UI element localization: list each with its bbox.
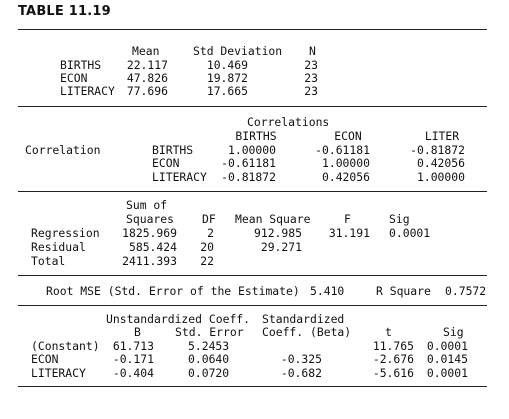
rsquare-label: R Square: [376, 284, 431, 298]
section-rule: [18, 305, 487, 306]
coef-row-label: ECON: [31, 352, 59, 366]
anova-ss: 2411.393: [122, 254, 177, 268]
anova-ss: 1825.969: [122, 226, 177, 240]
correlations-col-header: LITER: [424, 129, 460, 143]
anova-row-label: Regression: [31, 226, 100, 240]
coef-beta: -0.682: [280, 366, 322, 380]
correlations-value: -0.61181: [221, 156, 276, 170]
coef-sig: 0.0001: [426, 339, 468, 353]
descriptives-std: 10.469: [206, 58, 248, 72]
descriptives-row-label: BIRTHS: [60, 58, 102, 72]
descriptives-mean: 22.117: [126, 58, 168, 72]
descriptives-std: 17.665: [206, 84, 248, 98]
anova-header-sig: Sig: [389, 212, 410, 226]
anova-ms: 912.985: [253, 226, 302, 240]
correlations-col-header: BIRTHS: [235, 129, 277, 143]
correlations-row-label: ECON: [152, 156, 180, 170]
coef-se: 0.0720: [188, 366, 230, 380]
correlations-value: 1.00000: [321, 156, 370, 170]
descriptives-n: 23: [304, 71, 318, 85]
section-rule: [18, 275, 487, 276]
coef-header-se: Std. Error: [175, 325, 244, 339]
coef-row-label: (Constant): [31, 339, 100, 353]
coef-header-t: t: [385, 325, 392, 339]
coef-t: -2.676: [372, 352, 414, 366]
descriptives-row-label: LITERACY: [60, 84, 115, 98]
descriptives-row-label: ECON: [60, 71, 88, 85]
anova-f: 31.191: [328, 226, 370, 240]
anova-header-ss-line2: Squares: [126, 212, 175, 226]
correlations-value: 0.42056: [416, 156, 465, 170]
descriptives-mean: 77.696: [126, 84, 168, 98]
descriptives-std: 19.872: [206, 71, 248, 85]
coef-row-label: LITERACY: [31, 366, 86, 380]
descriptives-n: 23: [304, 84, 318, 98]
correlations-value: -0.81872: [410, 143, 465, 157]
coef-header-unstd: Unstandardized Coeff.: [106, 312, 251, 326]
anova-df: 22: [200, 254, 214, 268]
anova-header-df: DF: [202, 212, 216, 226]
anova-sig: 0.0001: [389, 226, 431, 240]
coef-se: 5.2453: [188, 339, 230, 353]
coef-b: 61.713: [112, 339, 154, 353]
correlations-side-label: Correlation: [25, 143, 101, 157]
correlations-value: -0.81872: [221, 170, 276, 184]
anova-header-ms: Mean Square: [235, 212, 311, 226]
top-rule: [18, 29, 487, 30]
correlations-value: 0.42056: [321, 170, 370, 184]
descriptives-mean: 47.826: [126, 71, 168, 85]
descriptives-header-mean: Mean: [132, 44, 160, 58]
bottom-rule: [18, 386, 487, 387]
anova-row-label: Residual: [31, 240, 86, 254]
coef-t: 11.765: [372, 339, 414, 353]
coef-beta: -0.325: [280, 352, 322, 366]
coef-sig: 0.0001: [426, 366, 468, 380]
rsquare-value: 0.7572: [445, 284, 487, 298]
anova-df: 20: [200, 240, 214, 254]
coef-b: -0.404: [112, 366, 154, 380]
anova-header-ss-line1: Sum of: [126, 198, 168, 212]
correlations-value: 1.00000: [227, 143, 276, 157]
coef-header-sig: Sig: [443, 325, 464, 339]
section-rule: [18, 106, 487, 107]
coef-b: -0.171: [112, 352, 154, 366]
anova-row-label: Total: [31, 254, 66, 268]
rmse-value: 5.410: [310, 284, 345, 298]
coef-header-b: B: [134, 325, 141, 339]
rmse-label: Root MSE (Std. Error of the Estimate): [46, 284, 300, 298]
coef-header-beta: Coeff. (Beta): [262, 325, 352, 339]
table-title: TABLE 11.19: [18, 4, 111, 19]
anova-ms: 29.271: [260, 240, 302, 254]
correlations-value: 1.00000: [416, 170, 465, 184]
correlations-title: Correlations: [247, 115, 330, 129]
coef-t: -5.616: [372, 366, 414, 380]
descriptives-header-n: N: [309, 44, 316, 58]
descriptives-n: 23: [304, 58, 318, 72]
correlations-col-header: ECON: [334, 129, 362, 143]
section-rule: [18, 191, 487, 192]
descriptives-header-std: Std Deviation: [193, 44, 283, 58]
correlations-value: -0.61181: [315, 143, 370, 157]
anova-header-f: F: [344, 212, 351, 226]
coef-header-std-line1: Standardized: [262, 312, 345, 326]
correlations-row-label: BIRTHS: [152, 143, 194, 157]
coef-se: 0.0640: [188, 352, 230, 366]
correlations-row-label: LITERACY: [152, 170, 207, 184]
anova-ss: 585.424: [128, 240, 177, 254]
coef-sig: 0.0145: [426, 352, 468, 366]
anova-df: 2: [207, 226, 214, 240]
